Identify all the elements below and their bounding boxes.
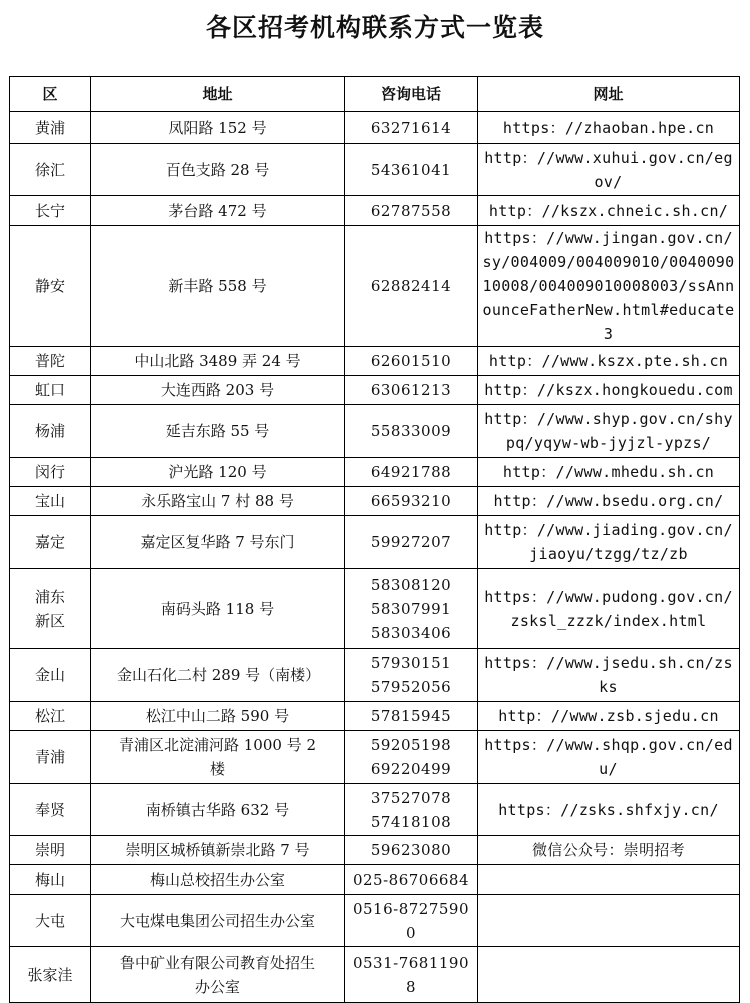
address-cell: 嘉定区复华路 7 号东门 [91,516,345,569]
phone-cell [345,836,478,865]
table-body [10,112,740,1003]
phone-cell [345,569,478,649]
district-cell: 浦东新区 [10,569,91,649]
website-cell: http：//kszx.hongkouedu.com [478,376,740,405]
phone-number: 59927207 [370,533,452,551]
website-cell: http：//www.mhedu.sh.cn [478,458,740,487]
contacts-table [9,76,740,1003]
phone-cell [345,405,478,458]
table-row [10,487,740,516]
address-cell: 松江中山二路 590 号 [91,702,345,731]
phone-cell [345,376,478,405]
table-row [10,347,740,376]
address-cell: 新丰路 558 号 [91,226,345,347]
column-header-address: 地址 [91,77,345,112]
phone-cell [345,347,478,376]
website-cell: http：//kszx.chneic.sh.cn/ [478,196,740,226]
phone-cell [345,458,478,487]
phone-number: 62787558 [370,201,452,220]
address-cell: 永乐路宝山 7 村 88 号 [91,487,345,516]
address-cell: 青浦区北淀浦河路 1000 号 2 楼 [91,731,345,784]
website-cell: https：//www.jsedu.sh.cn/zsks [478,649,740,702]
website-cell: http：//www.zsb.sjedu.cn [478,702,740,731]
address-cell: 茅台路 472 号 [91,196,345,226]
district-cell: 黄浦 [10,112,91,144]
website-cell [478,947,740,1003]
address-cell: 金山石化二村 289 号（南楼） [91,649,345,702]
column-header-website: 网址 [478,77,740,112]
phone-number: 62601510 [370,352,452,370]
phone-number: 57418108 [370,812,452,831]
table-header-row [10,77,740,112]
phone-cell [345,895,478,947]
website-cell [478,895,740,947]
phone-cell [345,731,478,784]
district-cell: 梅山 [10,865,91,895]
district-cell: 崇明 [10,836,91,865]
table-row [10,836,740,865]
district-cell: 张家洼 [10,947,91,1003]
district-cell: 杨浦 [10,405,91,458]
phone-number: 57815945 [370,707,452,725]
website-cell: http：//www.kszx.pte.sh.cn [478,347,740,376]
table-row [10,226,740,347]
address-cell: 凤阳路 152 号 [91,112,345,144]
table-row [10,784,740,836]
table-row [10,569,740,649]
district-cell: 虹口 [10,376,91,405]
phone-cell [345,226,478,347]
page-title: 各区招考机构联系方式一览表 [205,13,544,42]
phone-number: 0516-87275900 [352,899,470,942]
district-cell: 闵行 [10,458,91,487]
table-row [10,731,740,784]
column-header-district: 区 [10,77,91,112]
table-row [10,649,740,702]
phone-cell [345,144,478,196]
table-row [10,895,740,947]
address-cell: 南桥镇古华路 632 号 [91,784,345,836]
website-cell: https：//www.pudong.gov.cn/zsksl_zzzk/index.html [478,569,740,649]
district-cell: 宝山 [10,487,91,516]
phone-number: 59205198 [370,736,452,754]
district-cell: 奉贤 [10,784,91,836]
address-cell: 崇明区城桥镇新崇北路 7 号 [91,836,345,865]
table-row [10,405,740,458]
phone-cell [345,516,478,569]
address-cell: 沪光路 120 号 [91,458,345,487]
phone-number: 58308120 [370,575,452,594]
phone-number: 64921788 [370,463,452,481]
district-cell: 徐汇 [10,144,91,196]
phone-cell [345,649,478,702]
table-row [10,112,740,144]
table-row [10,702,740,731]
table-row [10,376,740,405]
phone-number: 0531-76811908 [352,953,470,996]
phone-cell [345,784,478,836]
website-cell: https：//zsks.shfxjy.cn/ [478,784,740,836]
district-cell: 嘉定 [10,516,91,569]
website-cell: http：//www.jiading.gov.cn/jiaoyu/tzgg/tz/zb [478,516,740,569]
table-row [10,516,740,569]
phone-number: 37527078 [370,788,452,807]
phone-number: 025-86706684 [352,870,470,889]
address-cell: 中山北路 3489 弄 24 号 [91,347,345,376]
phone-number: 55833009 [370,422,452,440]
phone-cell [345,112,478,144]
website-cell: http：//www.bsedu.org.cn/ [478,487,740,516]
table-row [10,196,740,226]
phone-number: 58307991 [370,599,452,618]
phone-number: 59623080 [370,841,452,859]
website-cell: https：//zhaoban.hpe.cn [478,112,740,144]
phone-cell [345,947,478,1003]
district-cell: 青浦 [10,731,91,784]
address-cell: 百色支路 28 号 [91,144,345,196]
table-row [10,947,740,1003]
phone-cell [345,702,478,731]
address-cell: 梅山总校招生办公室 [91,865,345,895]
table-row [10,144,740,196]
website-cell: http：//www.shyp.gov.cn/shypq/yqyw-wb-jyjzl-ypzs/ [478,405,740,458]
phone-number: 63271614 [370,118,452,137]
address-cell: 鲁中矿业有限公司教育处招生办公室 [91,947,345,1003]
phone-number: 54361041 [370,160,452,179]
address-cell: 延吉东路 55 号 [91,405,345,458]
address-cell: 南码头路 118 号 [91,569,345,649]
district-cell: 普陀 [10,347,91,376]
website-cell [478,865,740,895]
phone-cell [345,196,478,226]
website-cell: https：//www.shqp.gov.cn/edu/ [478,731,740,784]
district-cell: 松江 [10,702,91,731]
district-cell: 静安 [10,226,91,347]
phone-number: 57952056 [370,678,452,696]
website-cell: http：//www.xuhui.gov.cn/egov/ [478,144,740,196]
district-cell: 长宁 [10,196,91,226]
phone-number: 57930151 [370,654,452,672]
column-header-phone: 咨询电话 [345,77,478,112]
district-cell: 金山 [10,649,91,702]
address-cell: 大连西路 203 号 [91,376,345,405]
phone-cell [345,865,478,895]
phone-number: 62882414 [370,277,452,295]
phone-number: 58303406 [370,623,452,642]
phone-number: 66593210 [370,492,452,510]
website-cell: https：//www.jingan.gov.cn/sy/004009/004009010/004009010008/004009010008003/ssAnnounceFatherNew.html#educate3 [478,226,740,347]
address-cell: 大屯煤电集团公司招生办公室 [91,895,345,947]
phone-number: 69220499 [370,760,452,778]
phone-number: 63061213 [370,381,452,399]
phone-cell [345,487,478,516]
table-row [10,865,740,895]
district-cell: 大屯 [10,895,91,947]
website-cell: 微信公众号：崇明招考 [478,836,740,865]
table-row [10,458,740,487]
